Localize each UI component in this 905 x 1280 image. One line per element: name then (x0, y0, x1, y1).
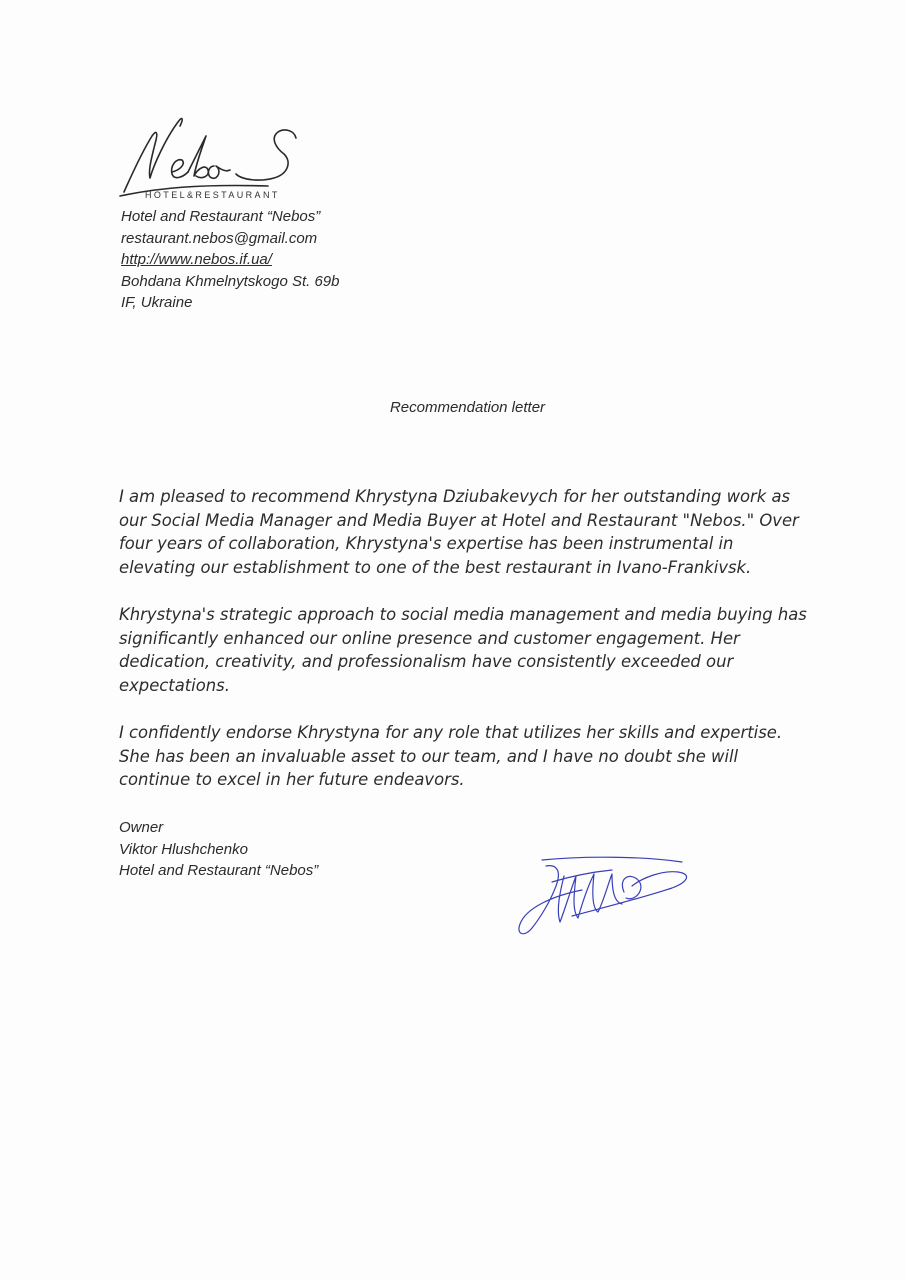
signer-title: Owner (119, 819, 164, 836)
logo-subtitle: HOTEL&RESTAURANT (145, 190, 280, 200)
closing-block (119, 817, 318, 882)
sender-email[interactable]: restaurant.nebos@gmail.com (121, 229, 318, 247)
sender-name: Hotel and Restaurant “Nebos” (121, 208, 321, 225)
signer-name: Viktor Hlushchenko (119, 840, 248, 858)
letter-body (119, 485, 809, 816)
body-paragraph: Khrystyna's strategic approach to social media management and media buying has significantly enhanced our online presence and customer engagement. Her dedication, creativity, and professionalism have consistently exceeded our expectations. (119, 605, 807, 695)
handwritten-signature (512, 852, 697, 942)
sender-city: IF, Ukraine (121, 294, 193, 311)
sender-block (121, 206, 339, 314)
letter-subject: Recommendation letter (389, 399, 546, 416)
signer-organization: Hotel and Restaurant “Nebos” (119, 862, 319, 879)
body-paragraph: I am pleased to recommend Khrystyna Dziubakevych for her outstanding work as our Social Media Manager and Media Buyer at Hotel and Restaurant "Nebos." Over four years of collaboration, Khrystyna's expertise has been instrumental in elevating our establishment to one of the best restaurant in Ivano-Frankivsk. (119, 487, 799, 577)
sender-street: Bohdana Khmelnytskogo St. 69b (121, 272, 340, 290)
sender-website-link[interactable]: http://www.nebos.if.ua/ (121, 251, 272, 268)
body-paragraph: I confidently endorse Khrystyna for any role that utilizes her skills and expertise. She has been an invaluable asset to our team, and I have no doubt she will continue to excel in her future endeavors. (119, 723, 783, 789)
